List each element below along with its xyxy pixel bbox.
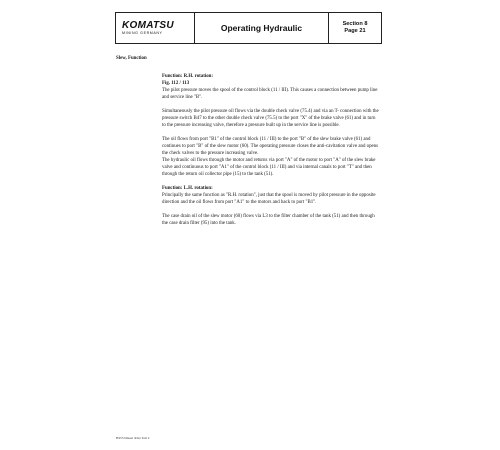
rh-rotation-heading: Function: R.H. rotation:	[162, 74, 213, 79]
spacer	[162, 206, 380, 213]
paragraph-5: Principally the same function as "R.H. rotation", just that the spool is moved by pilot pressure in the opposite direction and the oil flows from port "A1" to the motors and back to port "B1".	[162, 193, 376, 205]
document-title: Operating Hydraulic	[220, 23, 303, 33]
logo-wordmark: KOMATSU	[122, 19, 174, 31]
body-content	[162, 73, 380, 227]
lh-rotation-heading: Function: L.H. rotation:	[162, 186, 213, 191]
section-info	[328, 13, 381, 43]
spacer	[162, 129, 380, 136]
page-number: Page 21	[344, 28, 366, 34]
page-footer: H255 Diesel drive Teil 2	[116, 436, 150, 440]
section-number: Section 8	[342, 21, 368, 27]
paragraph-4: The hydraulic oil flows through the motor and returns via port "A" of the motor to port "A" of the slew brake valve and continuous to port "A1" of the control block (11 / III) and via internal canals to port "T" and then through the return oil collector pipe (15) to the tank (51).	[162, 158, 376, 177]
section-title: Slew, Function	[116, 56, 147, 61]
paragraph-3: The oil flows from port "B1" of the control block (11 / III) to the port "B" of the slew brake valve (61) and continues to port "B" of the slew motor (60). The operating pressure closes the anti-cavitation valve and opens the check valves to the pressure increasing valve.	[162, 137, 379, 156]
logo-subtitle: MINING GERMANY	[122, 30, 163, 35]
paragraph-1: The pilot pressure moves the spool of the control block (11 / III). This causes a connection between pump line and service line "B".	[162, 88, 378, 100]
komatsu-logo	[116, 13, 195, 43]
spacer	[162, 101, 380, 108]
figure-reference: Fig. 112 / 113	[162, 81, 190, 86]
paragraph-6: The case drain oil of the slew motor (60) flows via L3 to the filter chamber of the tank (51) and then through the case drain filter (95) into the tank.	[162, 214, 375, 226]
page-header	[115, 12, 382, 44]
spacer	[162, 178, 380, 185]
paragraph-2: Simultaneously the pilot pressure oil flows via the double check valve (75.4) and via an T- connection with the pressure switch B47 to the other double check valve (75.5) to the port "X" of the brake valve (61) and in turn to the pressure increasing valve, therefore a pressure built up in the service line is possible.	[162, 109, 379, 128]
